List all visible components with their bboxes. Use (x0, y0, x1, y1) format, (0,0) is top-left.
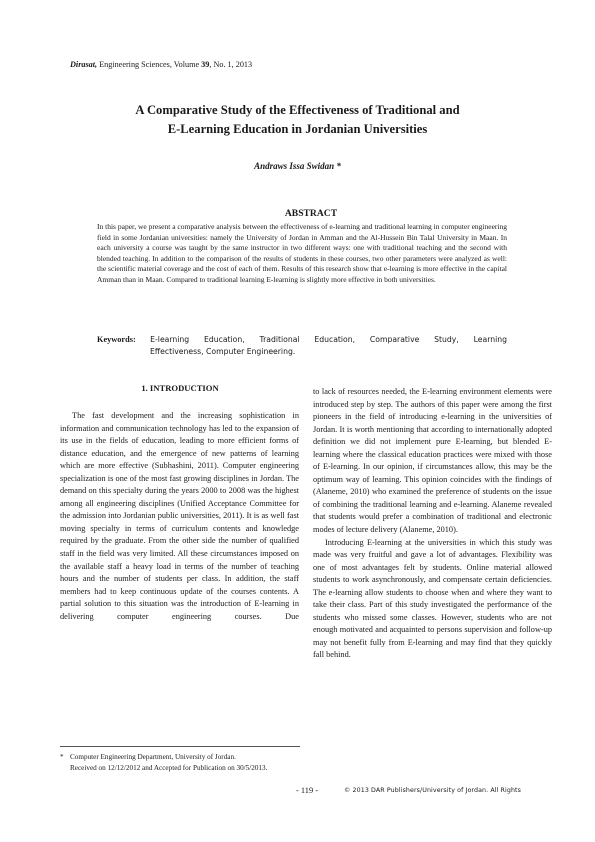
journal-info-b: , No. 1, 2013 (209, 60, 253, 69)
paper-title (95, 101, 500, 139)
page-number: - 119 - (296, 786, 319, 795)
intro-paragraph-1: The fast development and the increasing sophistication in information and communication technology has led to the expansion of its use in the fields of education, leading to more efficient forms of distance education, and the emergence of new patterns of learning which are more effective (Subhashini, 2011). Computer engineering specialization is one of the most fast growing disciplines in Jordan. The demand on this specialty during the years 2000 to 2008 was the highest among all engineering disciplines (Unified Acceptance Committee for the admission into Jordanian public universities, 2011). It is as well fast moving specialty in terms of curriculum contents and knowledge required by the graduate. From the other side the number of qualified staff in the field was very limited. All these circumstances imposed on the available staff a heavy load in terms of the number of teaching hours and the number of students per class. In addition, the staff members had to keep continuous update of the courses contents. A partial solution to this situation was the introduction of E-learning in delivering computer engineering courses. Due (60, 411, 299, 621)
abstract-body: In this paper, we present a comparative analysis between the effectiveness of e-learning and traditional learning in computer engineering field in some Jordanian universities: namely the University of Jordan in Amman and the Al-Hussein Bin Talal University in Maan. In each university a course was taught by the same instructor in two different ways: one with traditional teaching and the second with blended teaching. In addition to the comparison of the results of students in these courses, two other parameters were analyzed as well: the scientific material coverage and the cost of each of them. Results of this research show that e-learning is more effective in the capital Amman than in Maan. Compared to traditional learning E-learning is slightly more effective in both universities. (97, 222, 507, 284)
right-column (313, 386, 552, 662)
copyright-notice: © 2013 DAR Publishers/University of Jordan. All Rights (344, 787, 522, 794)
left-column (60, 410, 299, 623)
footnote-line-1: Computer Engineering Department, University of Jordan. (70, 753, 236, 761)
footnote-line-2: Received on 12/12/2012 and Accepted for Publication on 30/5/2013. (70, 763, 268, 772)
journal-name: Dirasat, (70, 60, 98, 69)
footnote (60, 752, 298, 773)
journal-info-a: Engineering Sciences, Volume (97, 60, 202, 69)
paper-title-line-2: E-Learning Education in Jordanian Universities (167, 122, 428, 136)
keywords-line-1: E-learning Education, Traditional Education, Comparative Study, Learning (150, 335, 507, 344)
intro-paragraph-3: Introducing E-learning at the universities in which this study was made was very fruitful and gave a lot of advantages. Flexibility was one of most advantages felt by students. Online material allowed students to work asynchronously, and compensate certain deficiencies. The e-learning allow students to choose when and where they want to take their class. Part of this study investigated the performance of the students who missed some classes. However, students who are not enough motivated and acquainted to persons supervision and follow-up may not benefit fully from E-learning and may find that they quickly fall behind. (313, 537, 552, 660)
footnote-marker: * (60, 753, 64, 761)
keywords-label: Keywords: (97, 335, 136, 344)
footnote-divider (60, 746, 300, 747)
paper-title-line-1: A Comparative Study of the Effectiveness of Traditional and (135, 103, 460, 117)
keywords-block (97, 334, 507, 359)
journal-volume: 39 (201, 60, 210, 69)
intro-paragraph-2: to lack of resources needed, the E-learning environment elements were introduced step by step. The authors of this paper were among the first pioneers in the field of introducing e-learning in the universities of Jordan. It is worth mentioning that according to internationally adopted definition we did not implement pure E-learning, but blended E-learning where the classical education practices were mixed with those of E-learning. In our opinion, if circumstances allow, this may be the optimum way of learning. This opinion coincides with the findings of (Alaneme, 2010) who examined the preference of students on the issue of combining the traditional learning and e-learning. Alaneme revealed that students would prefer a combination of traditional and electronic modes of lecture delivery (Alaneme, 2010). (313, 387, 552, 535)
journal-header (70, 60, 252, 69)
section-heading-introduction: 1. INTRODUCTION (141, 383, 219, 393)
abstract-heading: ABSTRACT (284, 208, 338, 219)
author-name: Andraws Issa Swidan * (254, 161, 341, 171)
keywords-line-2: Effectiveness, Computer Engineering. (150, 347, 296, 357)
